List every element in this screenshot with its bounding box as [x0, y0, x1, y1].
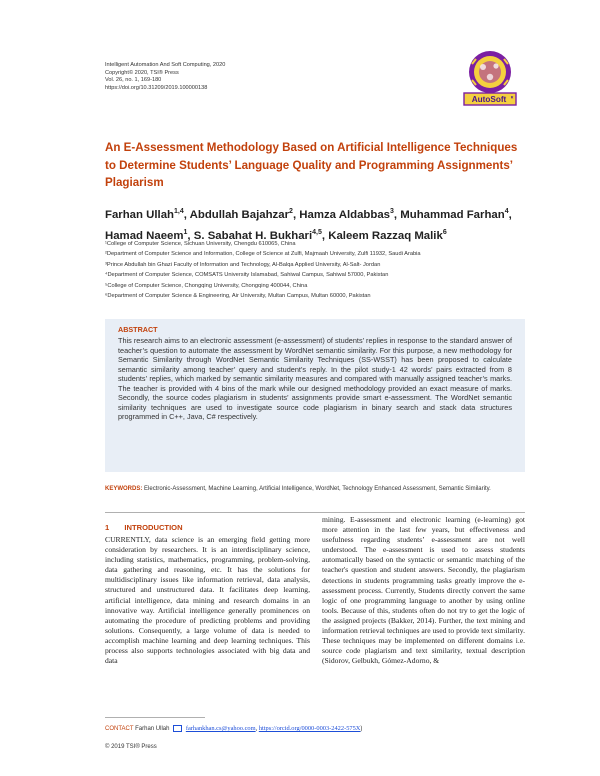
abstract-text: This research aims to an electronic assessment (e-assessment) of students’ replies in response to the standard answer of teacher’s question to automate the assessment by WordNet semantic similarity. For this purpose, a new methodology for Semantic Similarity through WordNet Semantic Similarity Techniques (SS-WSST) has been proposed to calculate semantic similarity among teacher’ query and student’s reply. In the pilot study-1 42 words’ pairs extracted from 8 students’ replies, which marked by semantic similarity measures and compared with manually assigned teacher’s marks. The teacher is provided with 4 bins of the mark while our designed methodology provided an exact measure of marks. Secondly, the source codes plagiarism in students’ assignments provide smart e-assessment. The WordNet semantic similarity techniques are used to investigate source code plagiarism in binary search and stack data structures programmed in C++, Java, C# respectively. — [118, 336, 512, 422]
author: Kaleem Razzaq Malik$^6$ — [328, 229, 447, 243]
keywords-text: Electronic-Assessment, Machine Learning, Artificial Intelligence, WordNet, Technology Enhanced Assessment, Semantic Similarity. — [144, 486, 491, 492]
affiliation: ⁴Department of Computer Science, COMSATS University Islamabad, Sahiwal Campus, Sahiwal 57000, Pakistan — [105, 272, 389, 279]
affiliation: ¹College of Computer Science, Sichuan University, Chengdu 610065, China — [105, 241, 296, 247]
journal-name: Intelligent Automation And Soft Computing, 2020 — [105, 62, 226, 68]
keywords-label: KEYWORDS: — [105, 486, 143, 492]
journal-copyright: Copyright© 2020, TSI® Press — [105, 69, 179, 76]
paper-title: An E-Assessment Methodology Based on Artificial Intelligence Techniques to Determine Students’ Language Quality and Programming Assignments’ Plagiarism — [105, 141, 518, 189]
author: Abdullah Bajahzar$^2$, — [189, 208, 300, 221]
logo-text: AutoSoft — [471, 95, 507, 104]
journal-volume: Vol. 26, no. 1, 169-180 — [105, 77, 162, 84]
mail-icon — [173, 725, 182, 732]
autosoft-logo — [462, 49, 518, 107]
logo-trademark: R — [510, 95, 514, 100]
contact-close: ) — [360, 726, 363, 732]
journal-info — [105, 62, 225, 92]
author: Muhammad Farhan$^4$, — [400, 208, 512, 221]
section-number: 1 — [105, 523, 110, 532]
author: Farhan Ullah$^{1,4}$, — [105, 208, 190, 221]
abstract-box — [105, 319, 525, 472]
affiliation: ²Department of Computer Science and Information, College of Science at Zulfi, Majmaah University, Zulfi 11932, Saudi Arabia — [105, 251, 421, 258]
intro-left-column: CURRENTLY, data science is an emerging field getting more consideration by researchers. It is an interdisciplinary science, including statistics, mathematics, programming, problem-solving, data gathering and reasoning, etc. It has the solutions for multidisciplinary issues like information retrieval, data analysis, structured and unstructured data. It facilitates deep learning, artificial intelligence, data mining and research domains in an innovative way. Artificial intelligence generally prominences on automating the procedure of predicting problems and providing solutions. Consequently, a large volume of data is needed to accomplish machine learning and deep learning techniques. This process also supports technologies associated with big data and data — [105, 535, 310, 666]
footer-copyright: © 2019 TSI® Press — [105, 744, 157, 750]
keywords — [105, 485, 525, 494]
author: Hamad Naeem$^1$, — [105, 229, 194, 243]
section-divider — [105, 512, 525, 513]
affiliation: ³Prince Abdullah bin Ghazi Faculty of Information and Technology, Al-Balqa Applied University, Al-Salt- Jordan — [105, 261, 381, 268]
intro-right-column: mining. E-assessment and electronic learning (e-learning) got more attention in the last few years, but effectiveness and usefulness regarding students’ e-assessment are not well understood. The e-assessment is used to assess students automatically based on the syntactic or semantic matching of the teacher's question and student answers. Secondly, the plagiarism detections in students programming tasks greatly improve the e-assessment process. Currently, Students directly convert the same logic of one programming language to another by using online tools. Because of this, students often do not try to get the logic of the assigned projects (Bakker, 2014). Further, the text mining and information retrieval techniques are used to provide text similarity. These techniques may be implemented on different domains i.e. source code plagiarism and text similarity, textual description (Sidorov, Gelbukh, Gómez-Adorno, & — [322, 515, 525, 666]
contact-email-link[interactable]: farhankhan.cs@yahoo.com — [185, 725, 256, 732]
abstract-heading: ABSTRACT — [118, 325, 158, 334]
affiliation-list — [105, 239, 421, 301]
contact-label: CONTACT — [105, 726, 134, 732]
journal-doi[interactable]: https://doi.org/10.31209/2019.100000138 — [105, 84, 208, 91]
section-heading — [105, 523, 183, 532]
affiliation: ⁶Department of Computer Science & Engineering, Air University, Multan Campus, Multan 60000, Pakistan — [105, 293, 371, 300]
contact-orcid-link[interactable]: https://orcid.org/0000-0003-2422-575X — [258, 725, 361, 732]
author: S. Sabahat H. Bukhari$^{4,5}$, — [193, 229, 329, 243]
author: Hamza Aldabbas$^3$, — [299, 208, 401, 221]
contact-line: CONTACT Farhan Ullah farhankhan.cs@yahoo.com, https://orcid.org/0000-0003-2422-575X) — [105, 725, 363, 732]
contact-name: Farhan Ullah — [135, 726, 170, 732]
footnote-divider — [105, 717, 205, 718]
affiliation: ⁵College of Computer Science, Chongqing University, Chongqing 400044, China — [105, 282, 308, 289]
section-title: INTRODUCTION — [124, 523, 183, 532]
